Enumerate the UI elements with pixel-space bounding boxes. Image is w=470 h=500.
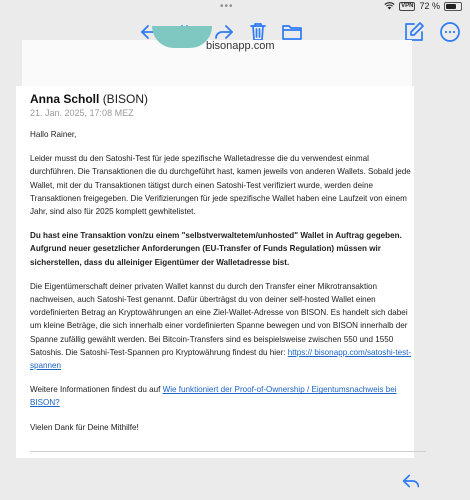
- battery-percentage: 72 %: [419, 1, 440, 11]
- email-closing: Vielen Dank für Deine Mithilfe!: [30, 422, 139, 432]
- banner-domain: bisonapp.com: [206, 40, 275, 52]
- more-button[interactable]: [438, 20, 462, 44]
- sender-organization: (BISON): [102, 92, 149, 106]
- reply-icon: [400, 470, 422, 492]
- email-greeting: Hallo Rainer,: [30, 130, 77, 139]
- email-body: [30, 128, 412, 445]
- brand-logo-fragment: [152, 26, 212, 48]
- sender-name[interactable]: Anna Scholl: [30, 92, 100, 106]
- email-date: 21. Jan. 2025, 17:08 MEZ: [30, 108, 134, 118]
- sender-line: [30, 92, 148, 106]
- battery-level: [446, 4, 456, 9]
- bottom-reply-button[interactable]: [400, 470, 422, 492]
- status-bar: [0, 0, 470, 14]
- satoshi-test-link[interactable]: https:// bisonapp.com/satoshi-test-spannen: [30, 347, 412, 371]
- email-header-banner: [22, 40, 412, 87]
- battery-icon: [444, 2, 462, 11]
- content-divider: [30, 451, 426, 452]
- email-content: [16, 86, 414, 458]
- email-paragraph-2: Du hast eine Transaktion von/zu einem "selbstverwaltetem/unhosted" Wallet in Auftrag gegeben. Aufgrund neuer gesetzlicher Anforderungen (EU-Transfer of Funds Regulation) müssen wir sicherstellen, dass du alleiniger Eigentümer der Walletadresse bist.: [30, 231, 402, 267]
- email-paragraph-1: Leider musst du den Satoshi-Test für jede spezifische Walletadresse die du verwendest einmal durchführen. Die Transaktionen die du durchgeführt hast, kamen jeweils von anderen Wallets. Sobald jede Wallet, mit der du Transaktionen tätigst durch einen Satoshi-Test verifiziert wurde, werden deine Transaktionen freigegeben. Die Verifizierungen für jede spezifische Wallet haben eine Laufzeit von einem Jahr, sind also für 2025 komplett gewhitelistet.: [30, 154, 411, 217]
- vpn-badge: VPN: [401, 2, 414, 9]
- proof-of-ownership-link[interactable]: Wie funktioniert der Proof-of-Ownership / Eigentumsnachweis bei BISON?: [30, 385, 397, 408]
- more-icon: [438, 20, 462, 44]
- email-paragraph-3: [30, 280, 412, 372]
- email-paragraph-4: [30, 383, 412, 409]
- email-paragraph-4-text: Weitere Informationen findest du auf: [30, 385, 163, 395]
- email-paragraph-3-text: Die Eigentümerschaft deiner privaten Wallet kannst du durch den Transfer einer Mikrotransaktion nachweisen, auch Satoshi-Test genannt. Dafür überträgst du von deiner self-hosted Wallet einen vordefinierten Betrag an Kryptowährungen an eine Ziel-Wallet-Adresse von BISON. Es handelt sich dabei um kleine Beträge, die sich innerhalb einer vordefinierten Spanne bewegen und von BISON innerhalb der Spanne zufällig gewählt werden. Bei Bitcoin-Transfers sind es beispielsweise zwischen 550 und 1550 Satoshis. Die Satoshi-Test-Spannen pro Kryptowährung findest du hier:: [30, 281, 408, 357]
- wifi-icon: [384, 2, 395, 10]
- status-indicators: [384, 1, 462, 11]
- multitask-dots[interactable]: •••: [220, 1, 234, 12]
